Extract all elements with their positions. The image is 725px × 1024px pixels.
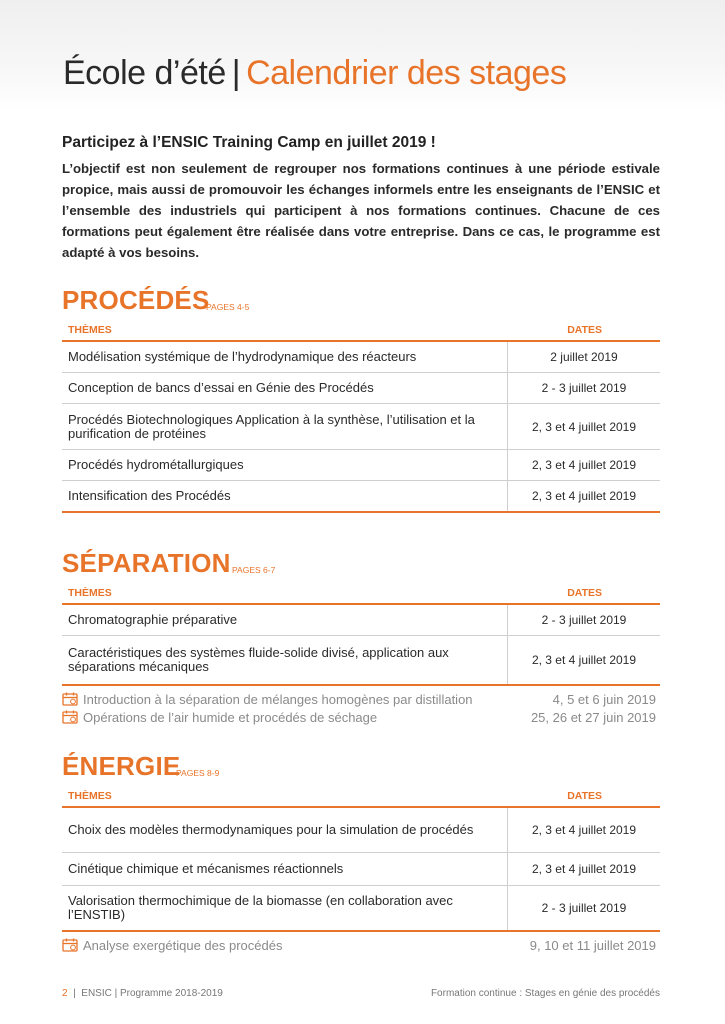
column-header bbox=[62, 782, 660, 808]
column-header bbox=[62, 316, 660, 342]
section-title: SÉPARATION bbox=[62, 548, 231, 578]
extra-item bbox=[62, 936, 660, 954]
table-row bbox=[62, 404, 660, 450]
extra-date: 25, 26 et 27 juin 2019 bbox=[530, 709, 656, 725]
row-theme: Valorisation thermochimique de la biomasse (en collaboration avec l’ENSTIB) bbox=[68, 893, 453, 922]
row-theme: Conception de bancs d’essai en Génie des Procédés bbox=[68, 380, 374, 395]
row-date: 2 - 3 juillet 2019 bbox=[507, 886, 660, 930]
row-theme: Procédés hydrométallurgiques bbox=[68, 457, 244, 472]
row-date: 2 juillet 2019 bbox=[507, 342, 660, 372]
table-row bbox=[62, 605, 660, 636]
column-header-themes: THÈMES bbox=[68, 790, 112, 802]
extra-item bbox=[62, 690, 660, 708]
section-title-row bbox=[62, 545, 660, 579]
section-separation bbox=[62, 545, 660, 726]
row-theme: Procédés Biotechnologiques Application à la synthèse, l’utilisation et la purification de protéines bbox=[68, 411, 475, 441]
column-header bbox=[62, 579, 660, 605]
column-header-themes: THÈMES bbox=[68, 324, 112, 336]
row-theme: Caractéristiques des systèmes fluide-solide divisé, application aux séparations mécaniques bbox=[68, 645, 449, 674]
row-theme: Choix des modèles thermodynamiques pour la simulation de procédés bbox=[68, 822, 474, 837]
page-title-part1: École d’été bbox=[63, 54, 226, 92]
page-title-part2: Calendrier des stages bbox=[246, 54, 567, 92]
table-row bbox=[62, 481, 660, 513]
footer-left: 2 | ENSIC | Programme 2018-2019 bbox=[62, 988, 223, 999]
section-procedes bbox=[62, 282, 660, 513]
extra-theme: Analyse exergétique des procédés bbox=[83, 937, 283, 953]
section-pages: PAGES 4-5 bbox=[206, 302, 250, 312]
column-header-dates: DATES bbox=[567, 790, 602, 802]
table-row bbox=[62, 342, 660, 373]
intro-paragraph: L’objectif est non seulement de regrouper nos formations continues à une période estivale propice, mais aussi de promouvoir les échanges informels entre les enseignants de l’ENSIC et l’ensemble des industriels qui participent à nos formations continues. Chacune de ces formations peut également être réalisée dans votre entreprise. Dans ce cas, le programme est adapté à vos besoins. bbox=[62, 161, 660, 260]
table-row bbox=[62, 450, 660, 481]
section-title-row bbox=[62, 282, 660, 316]
table-row bbox=[62, 808, 660, 853]
row-date: 2 - 3 juillet 2019 bbox=[507, 373, 660, 403]
row-date: 2, 3 et 4 juillet 2019 bbox=[507, 853, 660, 885]
section-title: PROCÉDÉS bbox=[62, 285, 210, 315]
extra-theme: Opérations de l’air humide et procédés de séchage bbox=[83, 709, 378, 725]
row-theme: Cinétique chimique et mécanismes réactionnels bbox=[68, 861, 344, 876]
section-title: ÉNERGIE bbox=[62, 751, 181, 781]
extra-item bbox=[62, 708, 660, 726]
calendar-icon bbox=[62, 938, 78, 952]
row-date: 2 - 3 juillet 2019 bbox=[507, 605, 660, 635]
row-date: 2, 3 et 4 juillet 2019 bbox=[507, 808, 660, 852]
calendar-icon bbox=[62, 692, 78, 706]
row-date: 2, 3 et 4 juillet 2019 bbox=[507, 404, 660, 449]
extra-date: 4, 5 et 6 juin 2019 bbox=[552, 691, 656, 707]
extra-date: 9, 10 et 11 juillet 2019 bbox=[529, 937, 656, 953]
table-row bbox=[62, 853, 660, 886]
table-row bbox=[62, 636, 660, 686]
row-theme: Intensification des Procédés bbox=[68, 488, 231, 503]
row-theme: Modélisation systémique de l’hydrodynamique des réacteurs bbox=[68, 349, 417, 364]
footer-right-text: Formation continue : Stages en génie des procédés bbox=[430, 988, 660, 999]
table-row bbox=[62, 373, 660, 404]
page-footer bbox=[62, 988, 660, 1002]
extra-theme: Introduction à la séparation de mélanges homogènes par distillation bbox=[83, 691, 473, 707]
row-date: 2, 3 et 4 juillet 2019 bbox=[507, 450, 660, 480]
section-pages: PAGES 8-9 bbox=[176, 768, 220, 778]
column-header-themes: THÈMES bbox=[68, 587, 112, 599]
footer-page-number: 2 bbox=[62, 988, 68, 999]
row-theme: Chromatographie préparative bbox=[68, 612, 238, 627]
section-pages: PAGES 6-7 bbox=[232, 565, 276, 575]
column-header-dates: DATES bbox=[567, 324, 602, 336]
section-title-row bbox=[62, 748, 660, 782]
footer-left-text: ENSIC | Programme 2018-2019 bbox=[81, 988, 223, 999]
row-date: 2, 3 et 4 juillet 2019 bbox=[507, 636, 660, 684]
row-date: 2, 3 et 4 juillet 2019 bbox=[507, 481, 660, 511]
section-energie bbox=[62, 748, 660, 954]
calendar-icon bbox=[62, 710, 78, 724]
table-row bbox=[62, 886, 660, 932]
intro-heading: Participez à l’ENSIC Training Camp en juillet 2019 ! bbox=[62, 134, 436, 151]
page-title-separator: | bbox=[231, 54, 241, 92]
column-header-dates: DATES bbox=[567, 587, 602, 599]
page-title bbox=[63, 54, 566, 93]
